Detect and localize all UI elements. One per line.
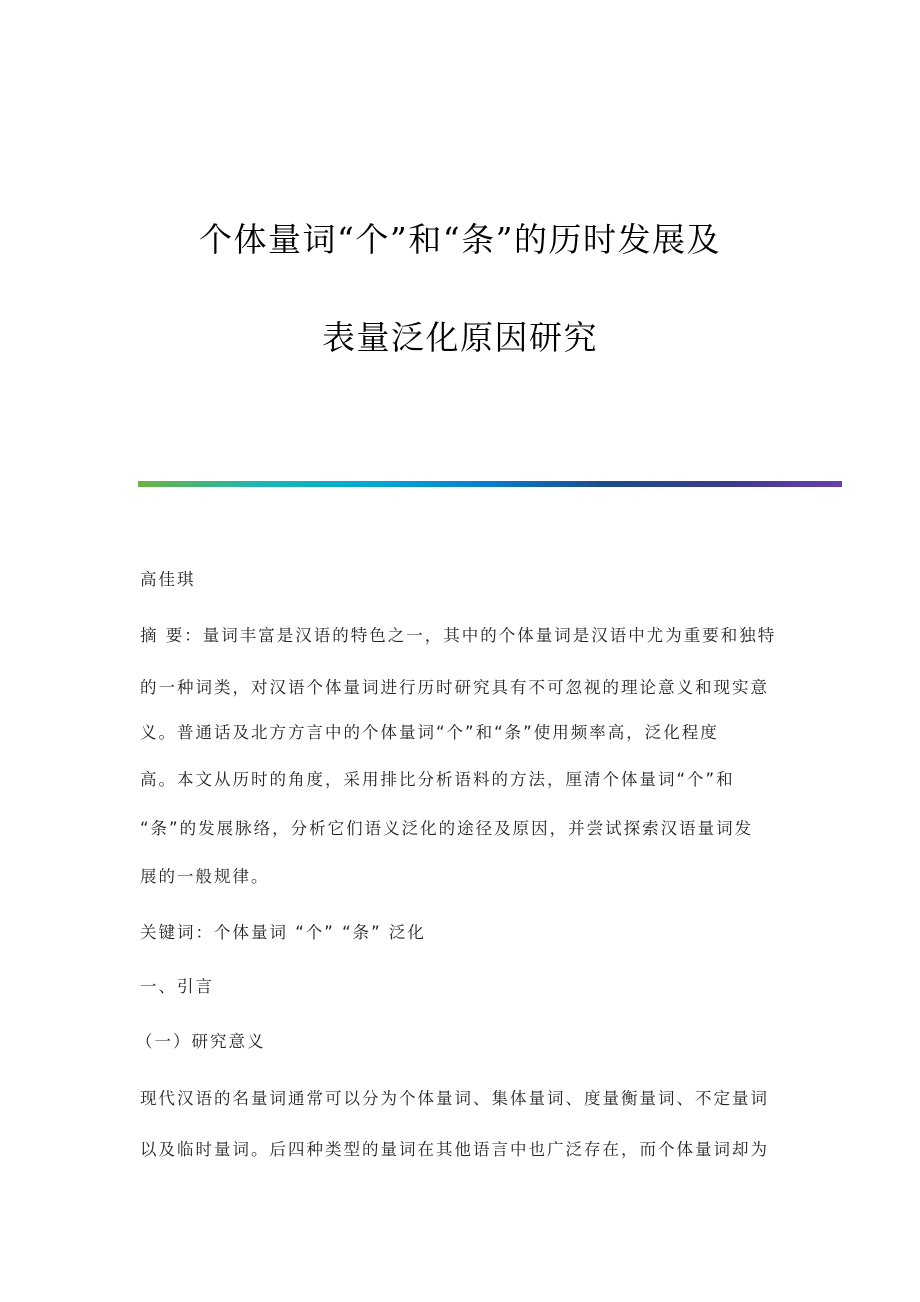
gradient-divider <box>138 481 842 487</box>
author-name: 高佳琪 <box>140 570 196 589</box>
paper-title-line-1: 个体量词“个”和“条”的历时发展及 <box>199 220 721 259</box>
paper-title-line-2: 表量泛化原因研究 <box>322 318 598 357</box>
abstract-line: 义。普通话及北方方言中的个体量词“个”和“条”使用频率高，泛化程度 <box>140 723 719 742</box>
abstract-line: 展的一般规律。 <box>140 867 270 886</box>
abstract-line: “条”的发展脉络，分析它们语义泛化的途径及原因，并尝试探索汉语量词发 <box>140 819 754 838</box>
subsection-heading: （一）研究意义 <box>136 1032 266 1051</box>
abstract-line: 高。本文从历时的角度，采用排比分析语料的方法，厘清个体量词“个”和 <box>140 770 735 789</box>
paragraph-line: 现代汉语的名量词通常可以分为个体量词、集体量词、度量衡量词、不定量词 <box>140 1089 769 1108</box>
abstract-line: 的一种词类，对汉语个体量词进行历时研究具有不可忽视的理论意义和现实意 <box>140 678 769 697</box>
section-heading: 一、引言 <box>140 977 214 996</box>
keywords: 关键词：个体量词 “个” “条” 泛化 <box>140 923 426 942</box>
paragraph-line: 以及临时量词。后四种类型的量词在其他语言中也广泛存在，而个体量词却为 <box>140 1140 769 1159</box>
abstract-line: 摘 要：量词丰富是汉语的特色之一，其中的个体量词是汉语中尤为重要和独特 <box>140 626 777 645</box>
